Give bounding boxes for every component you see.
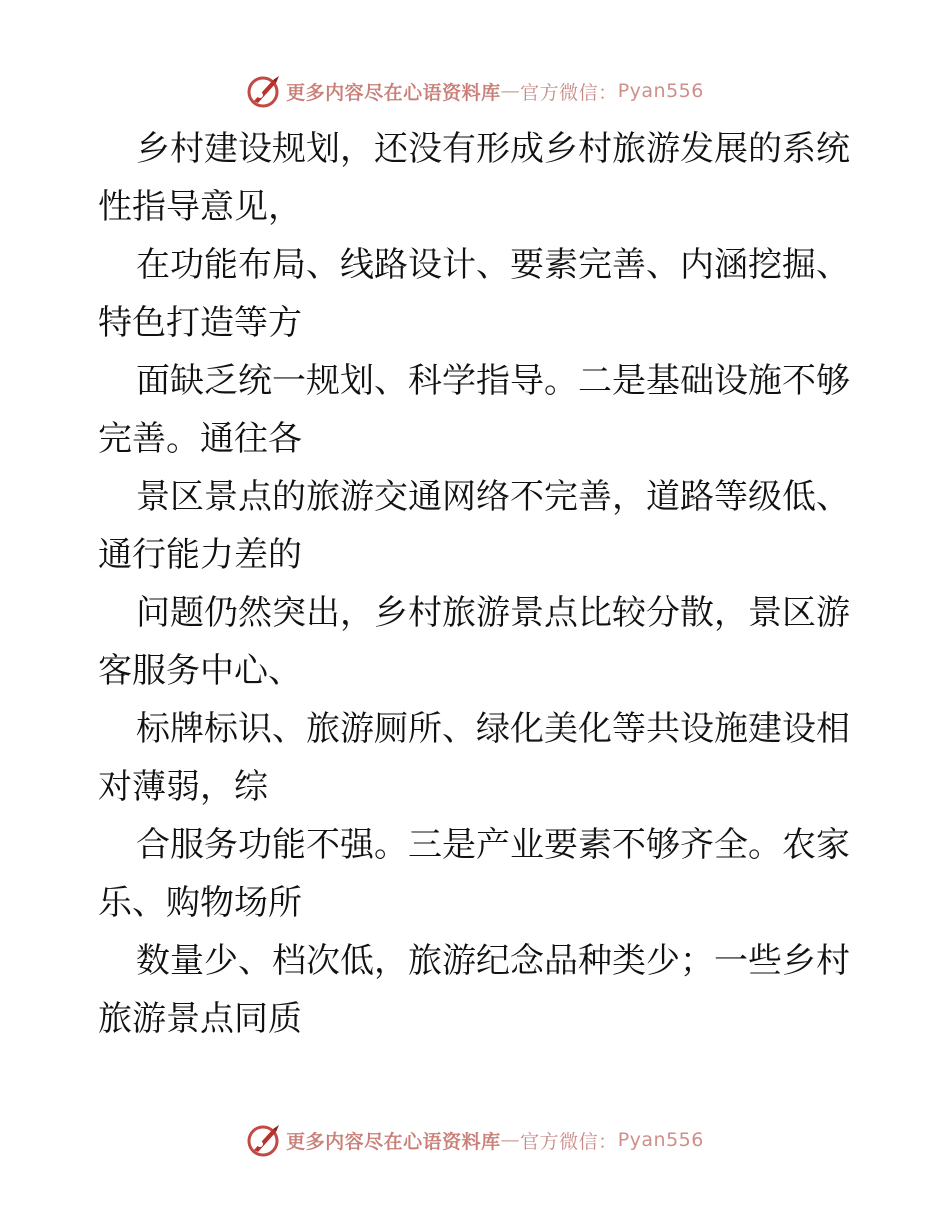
paragraph-4 <box>98 468 858 584</box>
paragraph-line: 问题仍然突出，乡村旅游景点比较分散，景区游 <box>136 593 850 633</box>
paragraph-line: 乡村建设规划，还没有形成乡村旅游发展的系统 <box>136 129 850 169</box>
paragraph-line: 合服务功能不强。三是产业要素不够齐全。农家 <box>136 825 850 865</box>
paragraph-line: 面缺乏统一规划、科学指导。二是基础设施不够 <box>136 361 850 401</box>
quill-logo-icon <box>246 73 282 109</box>
paragraph-3 <box>98 352 858 468</box>
paragraph-line: 通行能力差的 <box>98 535 302 575</box>
paragraph-line: 旅游景点同质 <box>98 999 302 1039</box>
paragraph-line: 在功能布局、线路设计、要素完善、内涵挖掘、 <box>136 245 850 285</box>
paragraph-8 <box>98 932 858 1048</box>
paragraph-6 <box>98 700 858 816</box>
paragraph-line: 对薄弱，综 <box>98 767 268 807</box>
paragraph-line: 标牌标识、旅游厕所、绿化美化等共设施建设相 <box>136 709 850 749</box>
watermark-main-text: 更多内容尽在心语资料库 <box>286 81 501 104</box>
paragraph-7 <box>98 816 858 932</box>
paragraph-line: 特色打造等方 <box>98 303 302 343</box>
paragraph-line: 完善。通往各 <box>98 419 302 459</box>
paragraph-line: 乐、购物场所 <box>98 883 302 923</box>
footer-watermark <box>0 1120 950 1160</box>
watermark-suffix: 官方微信： <box>520 1130 618 1153</box>
paragraph-line: 景区景点的旅游交通网络不完善，道路等级低、 <box>136 477 850 517</box>
paragraph-5 <box>98 584 858 700</box>
watermark-separator: — <box>500 1129 521 1151</box>
document-body <box>98 120 858 1048</box>
watermark-separator: — <box>500 80 521 102</box>
paragraph-2 <box>98 236 858 352</box>
watermark-suffix: 官方微信： <box>520 81 618 104</box>
paragraph-line: 客服务中心、 <box>98 651 302 691</box>
watermark-wechat-id: Pyan556 <box>617 1129 704 1151</box>
header-watermark <box>0 71 950 111</box>
paragraph-1 <box>98 120 858 236</box>
paragraph-line: 数量少、档次低，旅游纪念品种类少；一些乡村 <box>136 941 850 981</box>
watermark-wechat-id: Pyan556 <box>617 80 704 102</box>
quill-logo-icon <box>246 1122 282 1158</box>
paragraph-line: 性指导意见， <box>98 187 302 227</box>
watermark-main-text: 更多内容尽在心语资料库 <box>286 1130 501 1153</box>
